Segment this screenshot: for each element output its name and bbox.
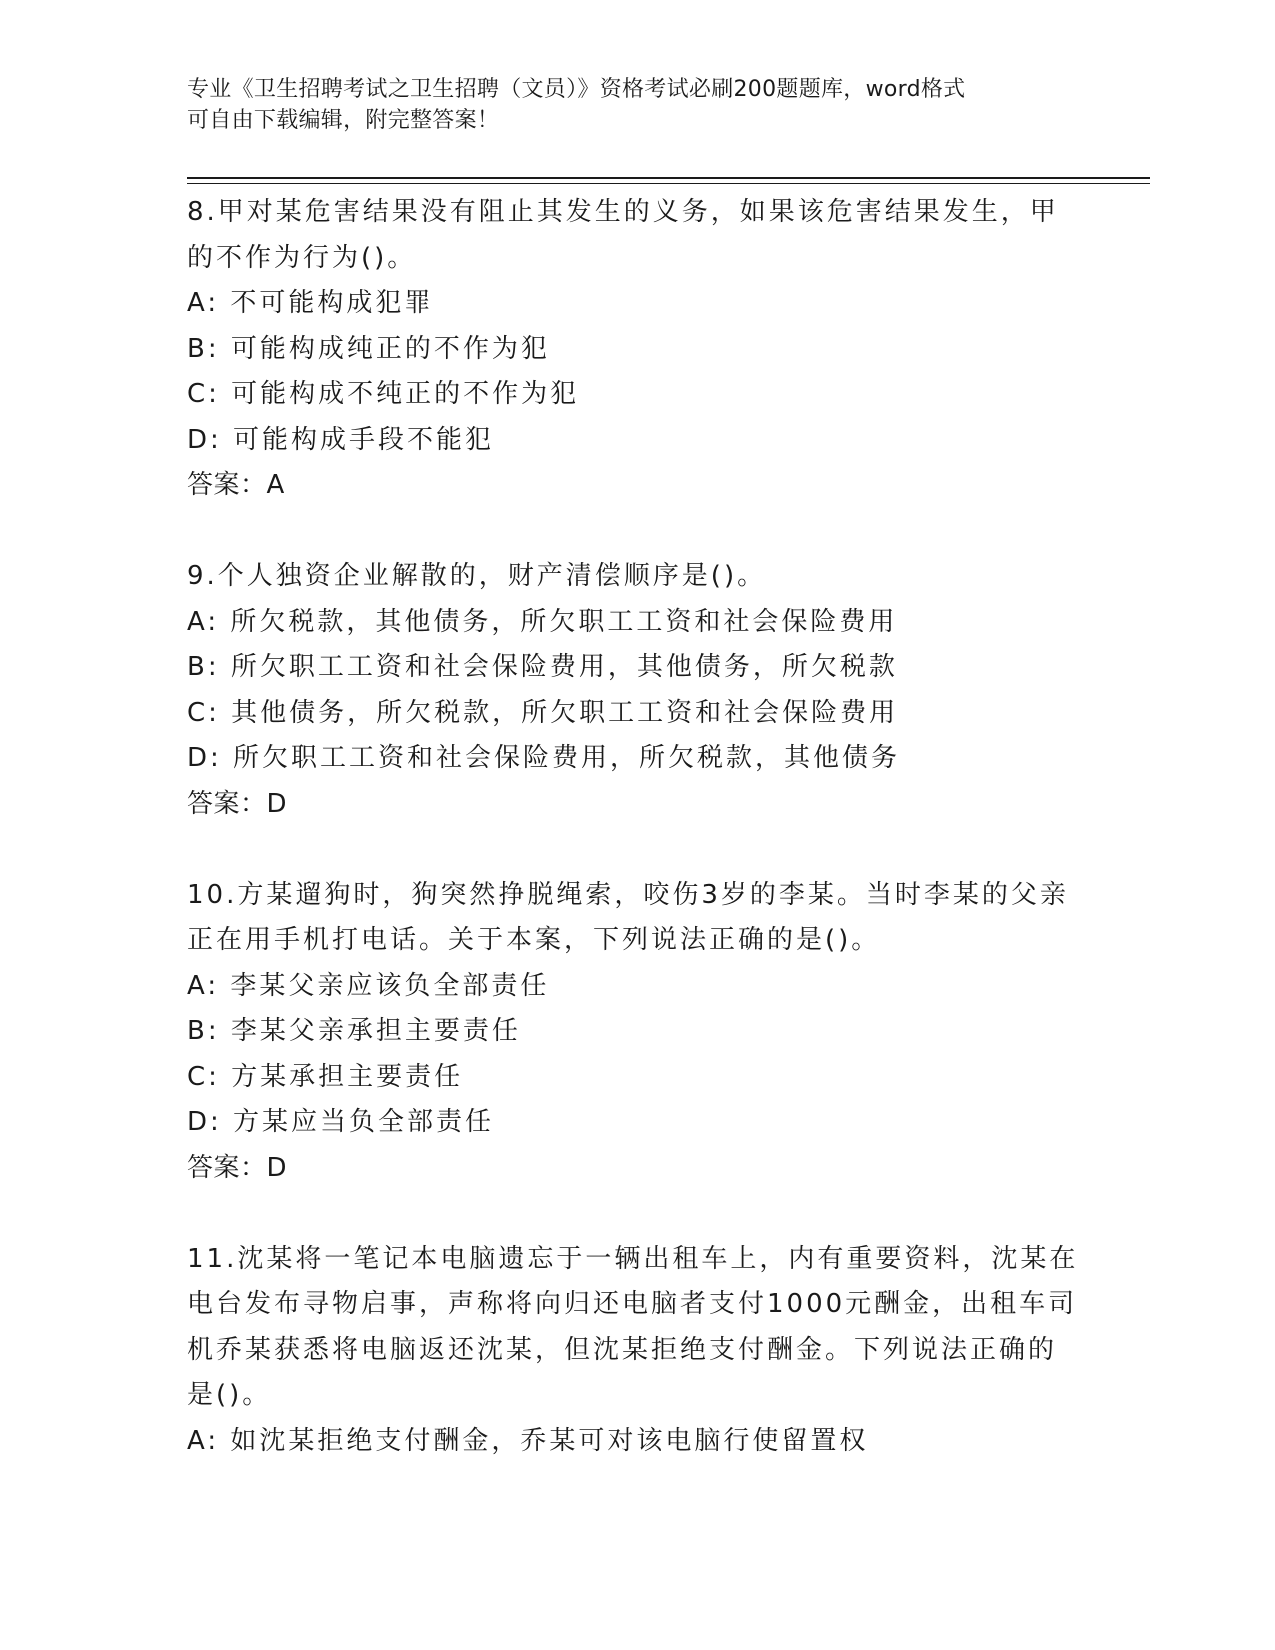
question-stem-line: 11.沈某将一笔记本电脑遗忘于一辆出租车上，内有重要资料，沈某在: [187, 1243, 1079, 1274]
question-block: [187, 873, 1087, 1192]
question-stem-line: 8.甲对某危害结果没有阻止其发生的义务，如果该危害结果发生，甲: [187, 197, 1059, 227]
question-stem-line: 10.方某遛狗时，狗突然挣脱绳索，咬伤3岁的李某。当时李某的父亲: [187, 879, 1069, 910]
header-line-2: 可自由下载编辑，附完整答案！: [187, 108, 500, 133]
question-list: [187, 190, 1087, 1464]
question-stem-line: 机乔某获悉将电脑返还沈某，但沈某拒绝支付酬金。下列说法正确的: [187, 1334, 1058, 1365]
option-a: A: 所欠税款，其他债务，所欠职工工资和社会保险费用: [187, 606, 898, 637]
header-rule-thick: [187, 177, 1150, 179]
question-stem-line: 9.个人独资企业解散的，财产清偿顺序是()。: [187, 561, 767, 591]
option-c: C: 可能构成不纯正的不作为犯: [187, 379, 580, 409]
answer-line: 答案：A: [187, 470, 285, 500]
spacer: [187, 509, 1087, 555]
header-rule-thin: [187, 183, 1150, 184]
answer-line: 答案：D: [187, 788, 288, 819]
option-d: D: 方某应当负全部责任: [187, 1107, 495, 1137]
option-a: A: 李某父亲应该负全部责任: [187, 970, 550, 1001]
option-a: A: 不可能构成犯罪: [187, 288, 434, 318]
option-b: B: 李某父亲承担主要责任: [187, 1016, 521, 1046]
question-block: [187, 1237, 1087, 1465]
option-a: A: 如沈某拒绝支付酬金，乔某可对该电脑行使留置权: [187, 1425, 869, 1456]
question-stem-line: 正在用手机打电话。关于本案，下列说法正确的是()。: [187, 925, 881, 955]
question-stem-line: 的不作为行为()。: [187, 242, 417, 273]
spacer: [187, 827, 1087, 873]
spacer: [187, 1191, 1087, 1237]
option-b: B: 可能构成纯正的不作为犯: [187, 333, 550, 364]
answer-line: 答案：D: [187, 1152, 288, 1183]
option-c: C: 其他债务，所欠税款，所欠职工工资和社会保险费用: [187, 697, 899, 728]
question-stem-line: 电台发布寻物启事，声称将向归还电脑者支付1000元酬金，出租车司: [187, 1289, 1078, 1319]
document-header: [187, 74, 1067, 136]
option-d: D: 所欠职工工资和社会保险费用，所欠税款，其他债务: [187, 743, 901, 773]
header-line-1: 专业《卫生招聘考试之卫生招聘（文员）》资格考试必刷200题题库，word格式: [187, 77, 966, 102]
option-b: B: 所欠职工工资和社会保险费用，其他债务，所欠税款: [187, 652, 898, 682]
question-stem-line: 是()。: [187, 1380, 272, 1410]
question-block: [187, 190, 1087, 509]
option-c: C: 方某承担主要责任: [187, 1061, 464, 1092]
question-block: [187, 554, 1087, 827]
option-d: D: 可能构成手段不能犯: [187, 424, 495, 455]
